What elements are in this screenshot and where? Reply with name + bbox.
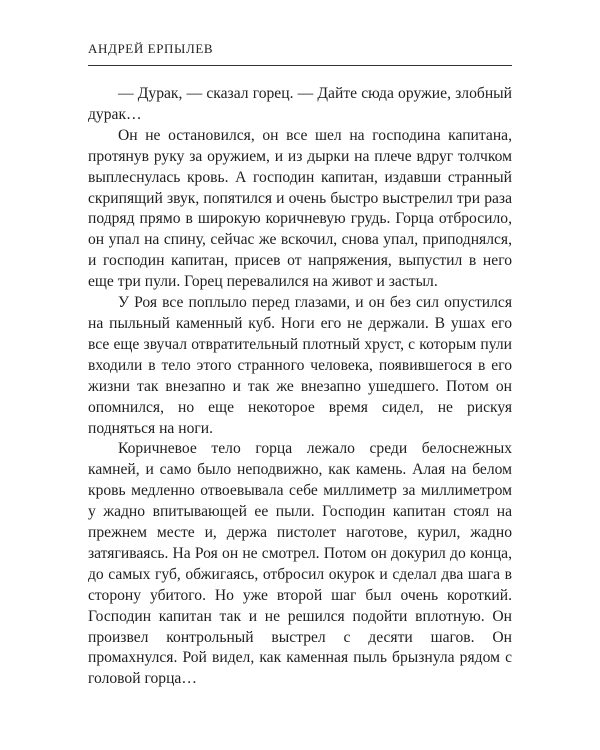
body-text [88, 84, 512, 690]
paragraph-3: У Роя все поплыло перед глазами, и он без сил опустился на пыльный каменный куб. Ноги его не держали. В ушах его все еще звучал отвратительный плотный хруст, с которым пули входили в тело этого странного человека, появившегося в его жизни так внезапно и так же внезапно ушедшего. Потом он опомнился, но еще некоторое время сидел, не рискуя подняться на ноги. [88, 294, 512, 437]
paragraph-2: Он не остановился, он все шел на господина капитана, протянув руку за оружием, и из дырки на плече вдруг толчком выплеснулась кровь. А господин капитан, издавши странный скрипящий звук, попятился и очень быстро выстрелил три раза подряд прямо в широкую коричневую грудь. Горца отбросило, он упал на спину, сейчас же вскочил, снова упал, приподнялся, и господин капитан, присев от напряжения, выпустил в него еще три пули. Горец перевалился на живот и застыл. [88, 126, 512, 291]
running-head-author: АНДРЕЙ ЕРПЫЛЕВ [88, 41, 214, 56]
paragraph-1: — Дурак, — сказал горец. — Дайте сюда оружие, злобный дурак… [88, 85, 512, 123]
paragraph-4: Коричневое тело горца лежало среди белоснежных камней, и само было неподвижно, как камень. Алая на белом кровь медленно отвоевывала себе миллиметр за миллиметром у жадно впитывающей ее пыли. Господин капитан стоял на прежнем месте и, держа пистолет наготове, курил, жадно затягиваясь. На Роя он не смотрел. Потом он докурил до конца, до самых губ, обжигаясь, отбросил окурок и сделал два шага в сторону убитого. Но уже второй шаг был очень короткий. Господин капитан так и не решился подойти вплотную. Он произвел контрольный выстрел с десяти шагов. Он промахнулся. Рой видел, как каменная пыль брызнула рядом с головой горца… [88, 440, 512, 688]
page-header [88, 40, 512, 66]
header-rule [88, 65, 512, 66]
